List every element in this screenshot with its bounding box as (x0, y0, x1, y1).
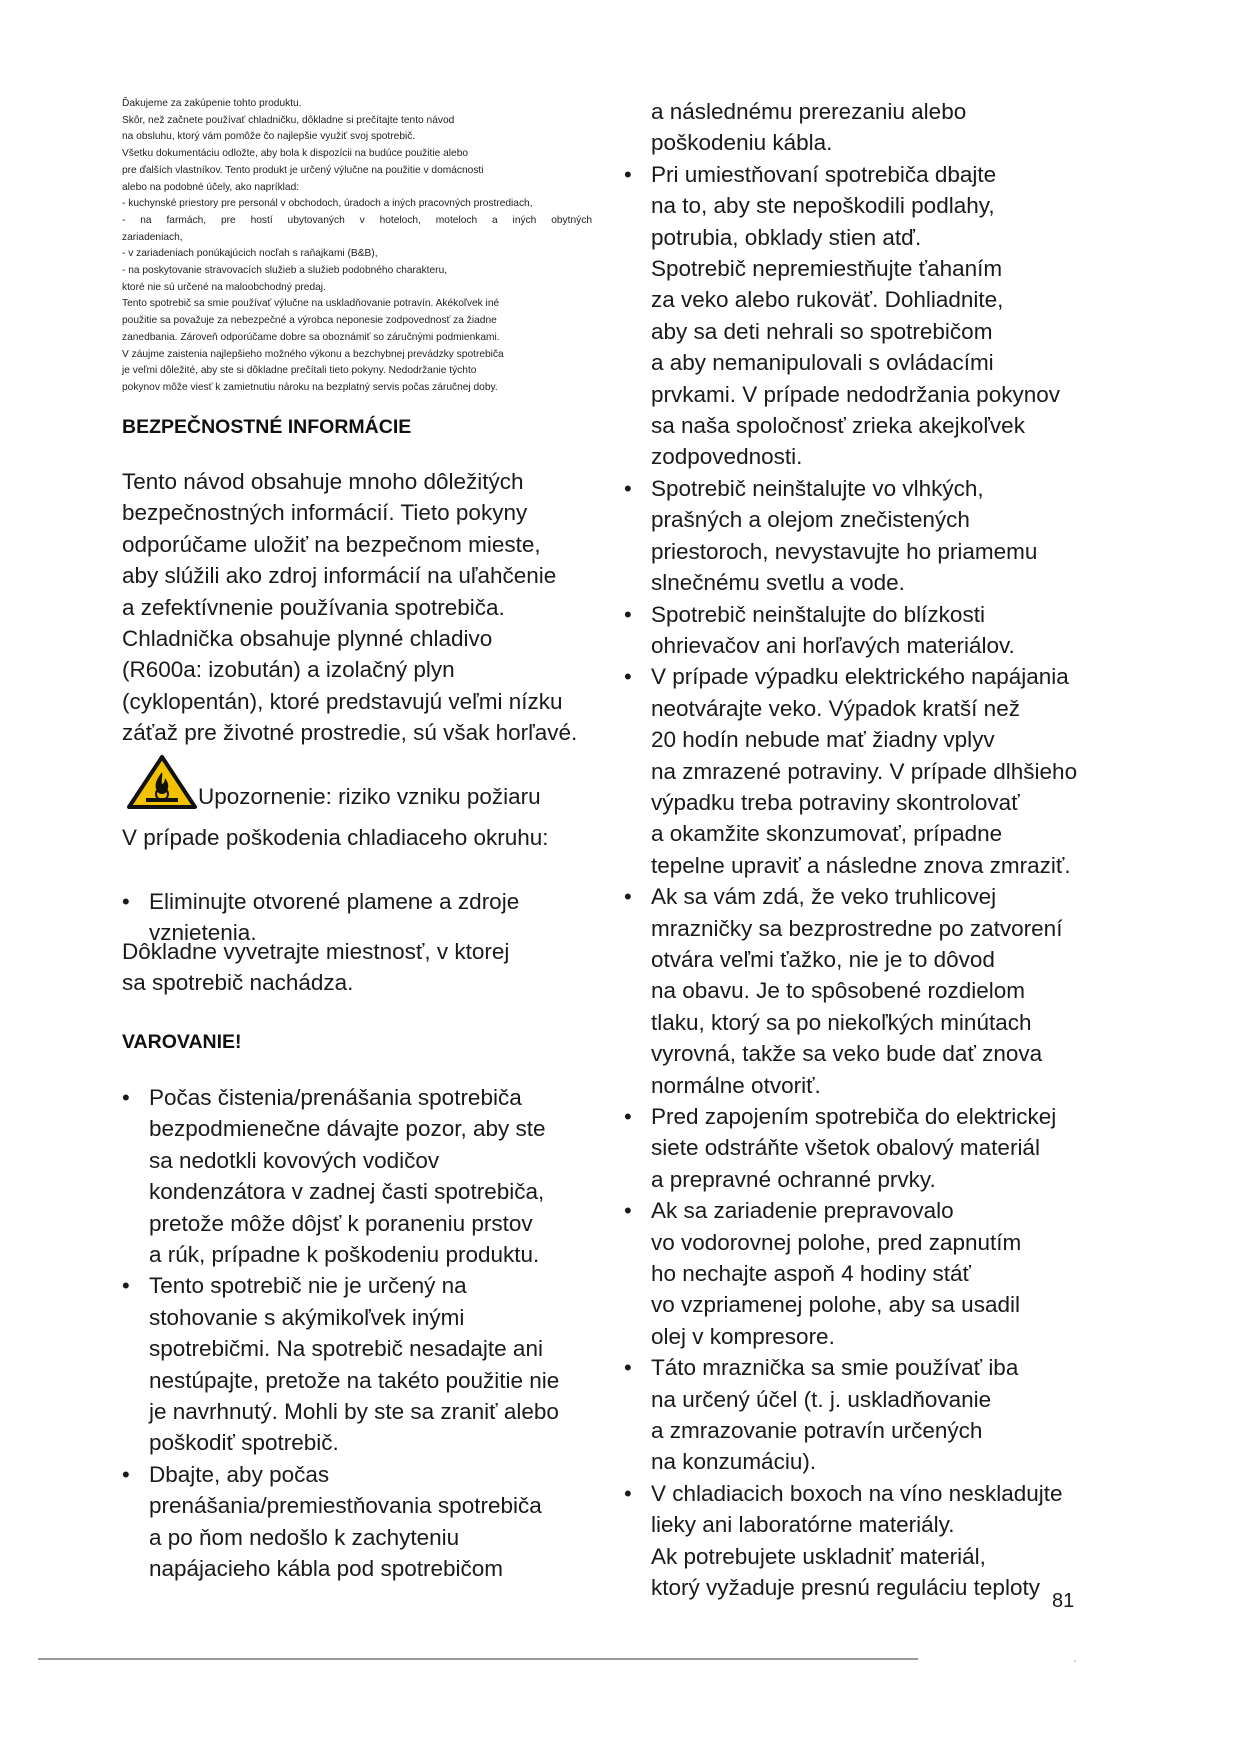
intro-line: - na poskytovanie stravovacích služieb a služieb podobného charakteru, (122, 265, 448, 277)
ventilate-paragraph (122, 936, 602, 999)
list-item-line: • Eliminujte otvorené plamene a zdroje (149, 889, 520, 914)
safety-line: (R600a: izobután) a izolačný plyn (122, 657, 455, 683)
list-item-line: a prepravné ochranné prvky. (651, 1166, 936, 1192)
list-item-line: a zmrazovanie potravín určených (651, 1418, 983, 1444)
list-item (622, 881, 1102, 1101)
list-item-line: na to, aby ste nepoškodili podlahy, (651, 193, 995, 219)
list-item-line: tlaku, ktorý sa po niekoľkých minútach (651, 1009, 1032, 1035)
list-item-line: bezpodmienečne dávajte pozor, aby ste (149, 1116, 546, 1142)
safety-paragraph (122, 466, 612, 749)
list-item-line: lieky ani laboratórne materiály. (651, 1512, 955, 1538)
caution-row (122, 754, 602, 814)
intro-line: použitie sa považuje za nebezpečné a výrobca neponesie zodpovednosť za žiadne (122, 315, 497, 327)
list-item-line: a okamžite skonzumovať, prípadne (651, 821, 1003, 847)
list-item-line: ohrievačov ani horľavých materiálov. (651, 632, 1015, 658)
list-item-line: prašných a olejom znečistených (651, 507, 970, 533)
right-bullet-list (622, 159, 1102, 1604)
list-item-line: • V prípade výpadku elektrického napájania (651, 664, 1069, 690)
safety-line: aby slúžili ako zdroj informácií na uľahčenie (122, 563, 557, 589)
list-item-line: poškodiť spotrebič. (149, 1430, 339, 1456)
list-item-line: • Spotrebič neinštalujte vo vlhkých, (651, 475, 984, 501)
right-column (622, 96, 1102, 1604)
list-item-line: sa naša spoločnosť zrieka akejkoľvek (651, 413, 1025, 439)
list-item-line: vyrovná, takže sa veko bude dať znova (651, 1041, 1043, 1067)
list-item (622, 1101, 1102, 1195)
ventilate-line: Dôkladne vyvetrajte miestnosť, v ktorej (122, 939, 510, 964)
footer-divider (38, 1658, 918, 1660)
list-item-line: na zmrazené potraviny. V prípade dlhšieho (651, 758, 1078, 784)
page-number: 81 (1052, 1590, 1075, 1612)
list-item-line: • Dbajte, aby počas (149, 1461, 330, 1487)
fire-hazard-warning-icon (126, 754, 198, 810)
safety-line: Chladnička obsahuje plynné chladivo (122, 626, 493, 652)
intro-line: pokynov môže viesť k zamietnutiu nároku na bezplatný servis počas záručnej doby. (122, 381, 498, 393)
intro-line: pre ďalších vlastníkov. Tento produkt je určený výlučne na použitie v domácnosti (122, 164, 484, 176)
intro-line: zariadeniach, (122, 231, 183, 243)
list-item-line: 20 hodín nebude mať žiadny vplyv (651, 727, 995, 753)
list-item (122, 1459, 612, 1585)
safety-line: odporúčame uložiť na bezpečnom mieste, (122, 531, 541, 557)
list-item-line: • V chladiacich boxoch na víno neskladujte (651, 1480, 1063, 1506)
list-item-line: pretože môže dôjsť k poraneniu prstov (149, 1210, 533, 1236)
intro-line: Skôr, než začnete používať chladničku, dôkladne si prečítajte tento návod (122, 114, 455, 126)
continuation-line: poškodeniu kábla. (651, 130, 833, 156)
intro-line: Tento spotrebič sa smie používať výlučne na uskladňovanie potravín. Akékoľvek iné (122, 298, 500, 310)
intro-line: - na farmách, pre hostí ubytovaných v hoteloch, moteloch a iných obytných (122, 214, 592, 226)
list-item (622, 159, 1102, 473)
list-item-line: potrubia, obklady stien atď. (651, 224, 922, 250)
list-item-line: • Pred zapojením spotrebiča do elektrickej (651, 1104, 1057, 1129)
list-item (122, 1082, 612, 1270)
list-item-line: priestoroch, nevystavujte ho priamemu (651, 538, 1038, 564)
list-item (622, 661, 1102, 881)
continuation-line: a následnému prerezaniu alebo (651, 99, 967, 124)
list-item-line: spotrebičmi. Na spotrebič nesadajte ani (149, 1336, 543, 1362)
list-item (622, 599, 1102, 662)
caution-label: Upozornenie: riziko vzniku požiaru (198, 784, 541, 809)
warning-bullet-list (122, 1082, 612, 1585)
ventilate-line: sa spotrebič nachádza. (122, 970, 354, 996)
list-item-line: a po ňom nedošlo k zachyteniu (149, 1524, 460, 1550)
list-item-line: sa nedotkli kovových vodičov (149, 1147, 440, 1173)
list-item-line: je navrhnutý. Mohli by ste sa zraniť alebo (149, 1399, 559, 1425)
list-item-line: na určený účel (t. j. uskladňovanie (651, 1386, 992, 1412)
list-item-line: a rúk, prípadne k poškodeniu produktu. (149, 1242, 540, 1268)
list-item-line: normálne otvoriť. (651, 1072, 821, 1098)
list-item-line: • Spotrebič neinštalujte do blízkosti (651, 601, 985, 627)
intro-line: - v zariadeniach ponúkajúcich nocľah s raňajkami (B&B), (122, 248, 378, 260)
list-item-line: • Tento spotrebič nie je určený na (149, 1273, 467, 1299)
list-item-line: a aby nemanipulovali s ovládacími (651, 350, 994, 376)
intro-line: na obsluhu, ktorý vám pomôže čo najlepšie využiť svoj spotrebič. (122, 131, 416, 143)
list-item (622, 1195, 1102, 1352)
list-item-line: • Ak sa vám zdá, že veko truhlicovej (651, 884, 997, 910)
list-item-line: Ak potrebujete uskladniť materiál, (651, 1543, 986, 1569)
safety-line: a zefektívnenie používania spotrebiča. (122, 594, 505, 620)
list-item (622, 1478, 1102, 1604)
list-item-line: na obavu. Je to spôsobené rozdielom (651, 978, 1025, 1004)
list-item-line: nestúpajte, pretože na takéto použitie nie (149, 1367, 560, 1393)
list-item-line: na konzumáciu). (651, 1449, 817, 1475)
intro-line: je veľmi dôležité, aby ste si dôkladne prečítali tieto pokyny. Nedodržanie týchto (122, 365, 477, 377)
safety-line: Tento návod obsahuje mnoho dôležitých (122, 469, 524, 494)
list-item-line: • Počas čistenia/prenášania spotrebiča (149, 1085, 522, 1110)
list-item-line: výpadku treba potraviny skontrolovať (651, 789, 1020, 815)
list-item-line: ktorý vyžaduje presnú reguláciu teploty (651, 1575, 1040, 1601)
list-item-line: napájacieho kábla pod spotrebičom (149, 1556, 503, 1582)
list-item (622, 473, 1102, 599)
intro-line: Ďakujeme za zakúpenie tohto produktu. (122, 98, 302, 109)
list-item (122, 1270, 612, 1458)
list-item-line: siete odstráňte všetok obalový materiál (651, 1135, 1040, 1161)
safety-line: bezpečnostných informácií. Tieto pokyny (122, 500, 528, 526)
safety-heading: BEZPEČNOSTNÉ INFORMÁCIE (122, 416, 412, 438)
list-item-line: Spotrebič nepremiestňujte ťahaním (651, 256, 1003, 282)
list-item-line: • Táto mraznička sa smie používať iba (651, 1355, 1019, 1381)
intro-line: zanedbania. Zároveň odporúčame dobre sa oboznámiť so záručnými podmienkami. (122, 331, 500, 343)
list-item-line: ho nechajte aspoň 4 hodiny stáť (651, 1261, 971, 1287)
safety-line: (cyklopentán), ktoré predstavujú veľmi nízku (122, 688, 563, 714)
list-item-line: prenášania/premiestňovania spotrebiča (149, 1493, 542, 1519)
intro-line: alebo na podobné účely, ako napríklad: (122, 181, 300, 193)
list-item-line: kondenzátora v zadnej časti spotrebiča, (149, 1179, 545, 1205)
left-column (122, 96, 592, 1582)
list-item-line: • Ak sa zariadenie prepravovalo (651, 1198, 954, 1224)
list-item-line: zodpovednosti. (651, 444, 803, 470)
list-item-line: vo vodorovnej polohe, pred zapnutím (651, 1229, 1022, 1255)
list-item-line: vznietenia. (149, 920, 257, 946)
list-item-line: slnečnému svetlu a vode. (651, 570, 905, 596)
list-item (622, 1352, 1102, 1478)
list-item-line: za veko alebo rukoväť. Dohliadnite, (651, 287, 1004, 313)
list-item-line: mrazničky sa bezprostredne po zatvorení (651, 915, 1063, 941)
intro-line: ktoré nie sú určené na maloobchodný predaj. (122, 281, 326, 293)
intro-line: - kuchynské priestory pre personál v obchodoch, úradoch a iných pracovných prostrediach, (122, 198, 533, 210)
list-item-line: otvára veľmi ťažko, nie je to dôvod (651, 946, 995, 972)
intro-line: V záujme zaistenia najlepšieho možného výkonu a bezchybnej prevádzky spotrebiča (122, 348, 504, 360)
list-item-line: tepelne upraviť a následne znova zmraziť. (651, 852, 1071, 878)
list-item-line: prvkami. V prípade nedodržania pokynov (651, 381, 1060, 407)
list-item-line: stohovanie s akýmikoľvek inými (149, 1304, 465, 1330)
list-item-line: olej v kompresore. (651, 1323, 835, 1349)
warning-heading: VAROVANIE! (122, 1031, 242, 1053)
list-item-line: neotvárajte veko. Výpadok kratší než (651, 695, 1020, 721)
list-item-line: • Pri umiestňovaní spotrebiča dbajte (651, 161, 997, 187)
list-item-line: aby sa deti nehrali so spotrebičom (651, 318, 993, 344)
damage-line: V prípade poškodenia chladiaceho okruhu: (122, 825, 549, 850)
damage-paragraph (122, 822, 602, 853)
scan-mark (1074, 1660, 1076, 1662)
intro-text (122, 96, 592, 397)
safety-line: záťaž pre životné prostredie, sú však horľavé. (122, 720, 578, 746)
intro-line: Všetku dokumentáciu odložte, aby bola k dispozícii na budúce použitie alebo (122, 148, 469, 160)
list-item-line: vo vzpriamenej polohe, aby sa usadil (651, 1292, 1020, 1318)
continuation-paragraph (622, 96, 1102, 159)
